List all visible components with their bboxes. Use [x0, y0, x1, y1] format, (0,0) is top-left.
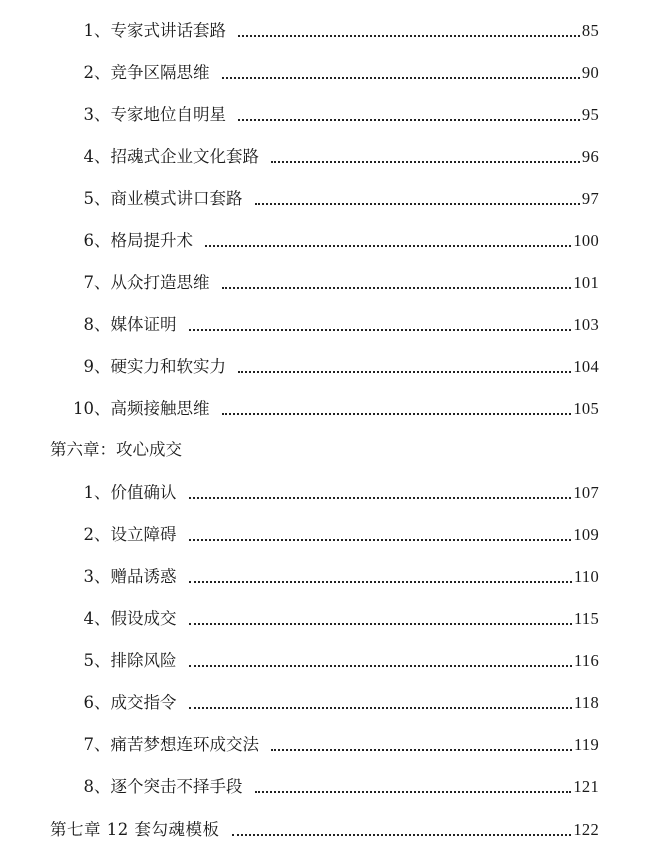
toc-entry-page: 109	[573, 525, 599, 544]
toc-entry[interactable]	[0, 474, 649, 504]
toc-entry-page: 104	[573, 357, 599, 376]
toc-entry-label	[46, 104, 226, 126]
dot-leader	[189, 497, 572, 499]
toc-entry-number: 4	[83, 609, 94, 628]
toc-entry-label	[46, 62, 210, 84]
toc-entry[interactable]	[0, 642, 649, 672]
toc-entry-page: 97	[581, 189, 599, 208]
toc-entry-page: 85	[581, 21, 599, 40]
toc-entry-label	[46, 692, 177, 714]
chapter-title: 第六章：攻心成交	[50, 440, 182, 459]
toc-entry-number: 2	[83, 525, 94, 544]
toc-entry-title: 从众打造思维	[110, 273, 210, 292]
toc-entry[interactable]	[0, 516, 649, 546]
dot-leader	[255, 791, 572, 793]
toc-entry-number: 8	[83, 777, 94, 796]
toc-entry[interactable]	[0, 264, 649, 294]
toc-entry[interactable]	[0, 600, 649, 630]
toc-entry-title: 格局提升术	[110, 231, 193, 250]
toc-entry-separator: 、	[94, 399, 111, 418]
toc-entry[interactable]	[0, 726, 649, 756]
toc-entry-number: 5	[83, 651, 94, 670]
toc-entry-title: 招魂式企业文化套路	[110, 147, 259, 166]
toc-entry-page: 121	[573, 777, 599, 796]
toc-entry[interactable]	[0, 180, 649, 210]
toc-entry-title: 设立障碍	[110, 525, 177, 544]
toc-entry-separator: 、	[94, 147, 111, 166]
toc-entry-page: 119	[573, 735, 599, 754]
toc-entry-title: 成交指令	[110, 693, 177, 712]
chapter-entry[interactable]	[0, 811, 649, 841]
toc-entry-title: 媒体证明	[110, 315, 177, 334]
toc-entry-label	[46, 734, 259, 756]
toc-entry-label	[46, 398, 210, 420]
toc-entry-page: 118	[573, 693, 599, 712]
toc-entry-number: 9	[83, 357, 94, 376]
toc-entry-number: 6	[83, 693, 94, 712]
toc-entry-separator: 、	[94, 21, 111, 40]
toc-entry-number: 4	[83, 147, 94, 166]
toc-entry[interactable]	[0, 96, 649, 126]
toc-entry-page: 107	[573, 483, 599, 502]
toc-entry[interactable]	[0, 306, 649, 336]
toc-entry-number: 7	[83, 273, 94, 292]
toc-entry-title: 价值确认	[110, 483, 177, 502]
toc-entry-label	[46, 608, 177, 630]
toc-entry-label	[46, 230, 193, 252]
toc-entry[interactable]	[0, 138, 649, 168]
dot-leader	[189, 581, 572, 583]
toc-entry[interactable]	[0, 348, 649, 378]
toc-entry-label	[46, 566, 177, 588]
toc-entry[interactable]	[0, 222, 649, 252]
toc-entry-label	[46, 524, 177, 546]
toc-entry-page: 100	[573, 231, 599, 250]
toc-entry[interactable]	[0, 390, 649, 420]
toc-entry-separator: 、	[94, 693, 111, 712]
toc-entry-title: 专家式讲话套路	[110, 21, 226, 40]
toc-entry[interactable]	[0, 12, 649, 42]
dot-leader	[271, 161, 580, 163]
toc-entry-title: 硬实力和软实力	[110, 357, 226, 376]
toc-entry-number: 6	[83, 231, 94, 250]
chapter-page: 122	[573, 820, 599, 839]
toc-entry-label	[46, 146, 259, 168]
dot-leader	[255, 203, 580, 205]
dot-leader	[189, 707, 572, 709]
toc-entry-separator: 、	[94, 735, 111, 754]
toc-entry-number: 2	[83, 63, 94, 82]
toc-entry-number: 3	[83, 105, 94, 124]
toc-entry-separator: 、	[94, 567, 111, 586]
toc-entry-page: 103	[573, 315, 599, 334]
toc-entry-title: 假设成交	[110, 609, 177, 628]
toc-entry-number: 5	[83, 189, 94, 208]
toc-entry-title: 高频接触思维	[110, 399, 210, 418]
toc-entry-label	[46, 20, 226, 42]
toc-entry[interactable]	[0, 684, 649, 714]
toc-entry[interactable]	[0, 54, 649, 84]
dot-leader	[189, 329, 572, 331]
dot-leader	[222, 77, 580, 79]
toc-entry-number: 7	[83, 735, 94, 754]
toc-entry-separator: 、	[94, 273, 111, 292]
toc-entry-separator: 、	[94, 483, 111, 502]
toc-entry-label	[46, 188, 243, 210]
toc-entry-separator: 、	[94, 357, 111, 376]
chapter-heading[interactable]	[0, 431, 649, 461]
dot-leader	[189, 623, 572, 625]
chapter-title: 第七章 12 套勾魂模板	[50, 820, 220, 839]
toc-entry-label	[46, 314, 177, 336]
dot-leader	[238, 35, 580, 37]
toc-entry-separator: 、	[94, 63, 111, 82]
toc-entry-label	[46, 650, 177, 672]
dot-leader	[189, 539, 572, 541]
toc-entry-page: 96	[581, 147, 599, 166]
toc-entry-title: 专家地位自明星	[110, 105, 226, 124]
toc-entry-page: 105	[573, 399, 599, 418]
toc-entry-separator: 、	[94, 525, 111, 544]
toc-entry-separator: 、	[94, 105, 111, 124]
toc-entry-page: 95	[581, 105, 599, 124]
toc-entry-page: 110	[573, 567, 599, 586]
toc-entry-separator: 、	[94, 609, 111, 628]
toc-entry-number: 8	[83, 315, 94, 334]
toc-entry[interactable]	[0, 768, 649, 798]
toc-entry-separator: 、	[94, 651, 111, 670]
toc-entry-title: 商业模式讲口套路	[110, 189, 243, 208]
toc-entry-title: 排除风险	[110, 651, 177, 670]
toc-entry-label	[46, 272, 210, 294]
toc-entry-separator: 、	[94, 231, 111, 250]
toc-entry-page: 90	[581, 63, 599, 82]
toc-entry-label	[46, 356, 226, 378]
toc-entry-number: 10	[73, 399, 94, 418]
toc-entry-number: 3	[83, 567, 94, 586]
toc-entry-title: 竞争区隔思维	[110, 63, 210, 82]
dot-leader	[238, 371, 571, 373]
toc-entry-number: 1	[83, 21, 94, 40]
dot-leader	[222, 287, 572, 289]
dot-leader	[271, 749, 572, 751]
toc-entry-separator: 、	[94, 189, 111, 208]
toc-entry-label	[46, 482, 177, 504]
toc-entry-separator: 、	[94, 315, 111, 334]
toc-entry-title: 痛苦梦想连环成交法	[110, 735, 259, 754]
dot-leader	[189, 665, 572, 667]
dot-leader	[232, 834, 572, 836]
dot-leader	[238, 119, 580, 121]
toc-entry-page: 116	[573, 651, 599, 670]
toc-entry[interactable]	[0, 558, 649, 588]
dot-leader	[205, 245, 571, 247]
toc-entry-page: 101	[573, 273, 599, 292]
toc-entry-label	[46, 776, 243, 798]
toc-entry-title: 赠品诱惑	[110, 567, 177, 586]
toc-entry-separator: 、	[94, 777, 111, 796]
toc-entry-title: 逐个突击不择手段	[110, 777, 243, 796]
toc-entry-number: 1	[83, 483, 94, 502]
toc-entry-page: 115	[573, 609, 599, 628]
dot-leader	[222, 413, 572, 415]
